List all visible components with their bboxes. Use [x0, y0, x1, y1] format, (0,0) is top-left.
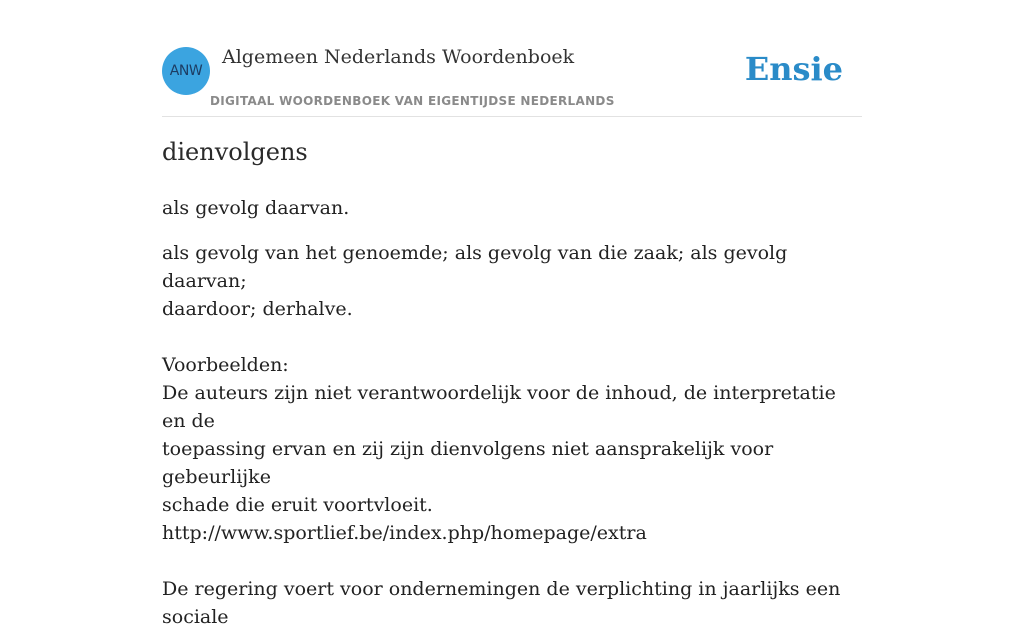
- headword: dienvolgens: [162, 138, 308, 166]
- logo-text: ANW: [169, 63, 203, 79]
- definition-line: als gevolg van het genoemde; als gevolg van die zaak; als gevolg daarvan;: [162, 242, 788, 292]
- ensie-brand-link[interactable]: Ensie: [744, 50, 843, 88]
- site-subtitle: DIGITAAL WOORDENBOEK VAN EIGENTIJDSE NEDERLANDS: [210, 94, 615, 108]
- anw-logo[interactable]: [162, 47, 210, 95]
- example-line: toepassing ervan en zij zijn dienvolgens niet aansprakelijk voor gebeurlijke: [162, 438, 774, 488]
- example-source-link[interactable]: http://www.sportlief.be/index.php/homepage/extra: [162, 522, 647, 544]
- spacer: [162, 323, 862, 351]
- site-header: [162, 0, 862, 117]
- example-source: [162, 519, 862, 547]
- examples-label: Voorbeelden:: [162, 354, 289, 376]
- example-line: De auteurs zijn niet verantwoordelijk voor de inhoud, de interpretatie en de: [162, 382, 836, 432]
- example-line: schade die eruit voortvloeit.: [162, 494, 433, 516]
- spacer: [162, 547, 862, 575]
- short-definition: als gevolg daarvan.: [162, 197, 350, 219]
- site-title[interactable]: Algemeen Nederlands Woordenboek: [222, 46, 575, 68]
- example-line: De regering voert voor ondernemingen de verplichting in jaarlijks een sociale: [162, 578, 841, 628]
- definition-line: daardoor; derhalve.: [162, 298, 353, 320]
- page: [162, 0, 862, 628]
- entry-body: [162, 239, 862, 631]
